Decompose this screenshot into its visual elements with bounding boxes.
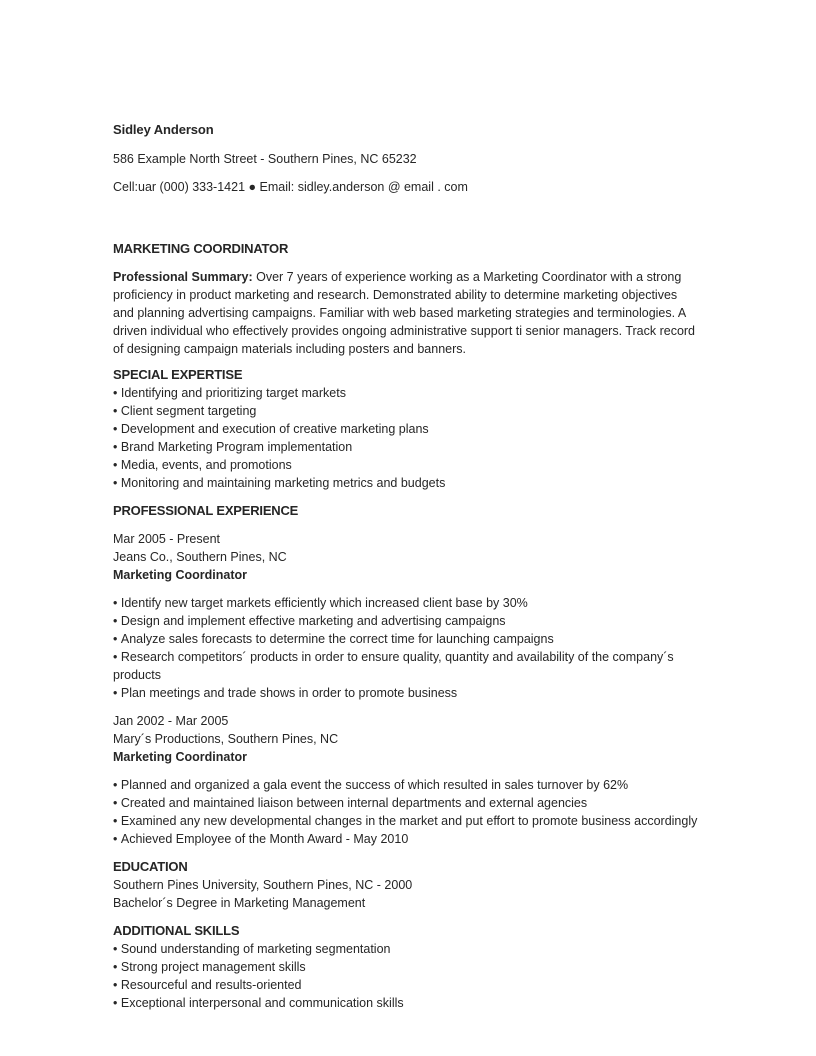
list-item: • Monitoring and maintaining marketing metrics and budgets	[113, 474, 698, 492]
resume-page	[113, 120, 698, 1012]
job-entry	[113, 530, 698, 702]
list-item: • Created and maintained liaison between internal departments and external agencies	[113, 794, 698, 812]
list-item: • Identify new target markets efficiently which increased client base by 30%	[113, 594, 698, 612]
list-item: • Design and implement effective marketing and advertising campaigns	[113, 612, 698, 630]
summary-label: Professional Summary:	[113, 270, 253, 284]
professional-summary	[113, 268, 698, 358]
job-duties-list	[113, 594, 698, 702]
list-item: • Analyze sales forecasts to determine the correct time for launching campaigns	[113, 630, 698, 648]
list-item: • Media, events, and promotions	[113, 456, 698, 474]
job-role: Marketing Coordinator	[113, 568, 248, 582]
list-item: • Sound understanding of marketing segmentation	[113, 940, 698, 958]
job-entry	[113, 712, 698, 848]
education-school: Southern Pines University, Southern Pines, NC - 2000	[113, 878, 413, 892]
list-item: • Plan meetings and trade shows in order to promote business	[113, 684, 698, 702]
list-item: • Client segment targeting	[113, 402, 698, 420]
education-degree: Bachelor´s Degree in Marketing Management	[113, 896, 366, 910]
job-title-heading: MARKETING COORDINATOR	[113, 241, 289, 256]
professional-experience-heading: PROFESSIONAL EXPERIENCE	[113, 503, 299, 518]
list-item: • Identifying and prioritizing target markets	[113, 384, 698, 402]
list-item: • Brand Marketing Program implementation	[113, 438, 698, 456]
list-item: • Achieved Employee of the Month Award - May 2010	[113, 830, 698, 848]
list-item: • Development and execution of creative marketing plans	[113, 420, 698, 438]
contact-line: Cell:uar (000) 333-1421 ● Email: sidley.anderson @ email . com	[113, 180, 468, 194]
job-role: Marketing Coordinator	[113, 750, 248, 764]
list-item: • Exceptional interpersonal and communication skills	[113, 994, 698, 1012]
list-item: • Examined any new developmental changes in the market and put effort to promote business accordingly	[113, 812, 698, 830]
address-line: 586 Example North Street - Southern Pines, NC 65232	[113, 152, 417, 166]
special-expertise-heading: SPECIAL EXPERTISE	[113, 367, 243, 382]
list-item: • Research competitors´ products in order to ensure quality, quantity and availability of the company´s products	[113, 648, 698, 684]
job-company: Jeans Co., Southern Pines, NC	[113, 550, 287, 564]
special-expertise-list	[113, 384, 698, 492]
list-item: • Strong project management skills	[113, 958, 698, 976]
additional-skills-list	[113, 940, 698, 1012]
job-duties-list	[113, 776, 698, 848]
list-item: • Resourceful and results-oriented	[113, 976, 698, 994]
candidate-name: Sidley Anderson	[113, 122, 214, 137]
education-heading: EDUCATION	[113, 859, 188, 874]
job-company: Mary´s Productions, Southern Pines, NC	[113, 732, 339, 746]
job-dates: Jan 2002 - Mar 2005	[113, 714, 229, 728]
summary-text: Over 7 years of experience working as a Marketing Coordinator with a strong proficiency in product marketing and research. Demonstrated ability to determine marketing objectives and planning advertising campaigns. Familiar with web based marketing strategies and terminologies. A driven individual who effectively provides ongoing administrative support ti senior managers. Track record of designing campaign materials including posters and banners.	[113, 270, 696, 356]
job-dates: Mar 2005 - Present	[113, 532, 220, 546]
additional-skills-heading: ADDITIONAL SKILLS	[113, 923, 240, 938]
list-item: • Planned and organized a gala event the success of which resulted in sales turnover by 62%	[113, 776, 698, 794]
